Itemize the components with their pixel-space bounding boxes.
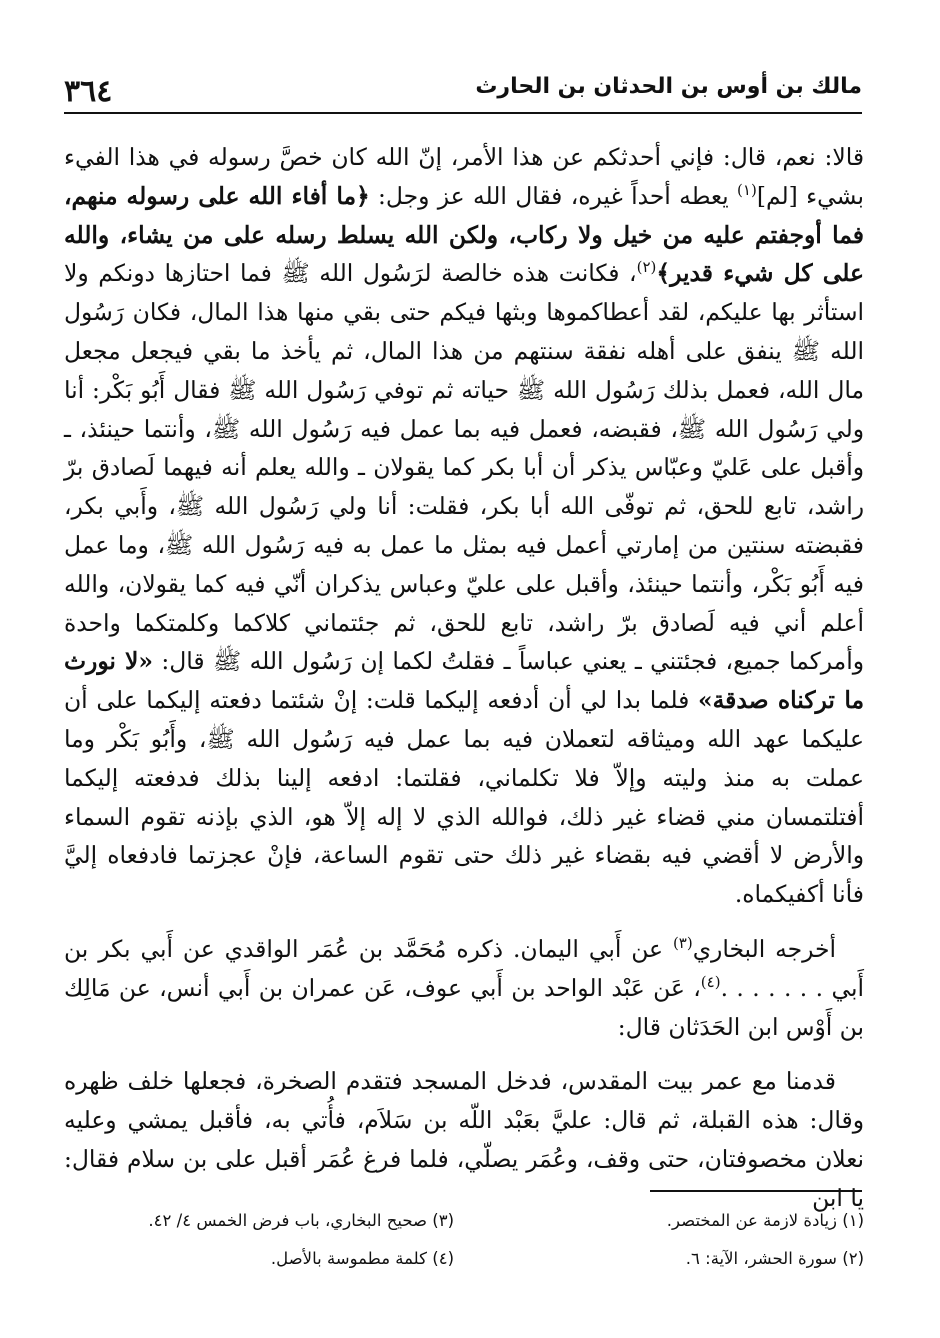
footnotes [64,1202,864,1282]
footnote-ref: (٤) [700,972,721,991]
running-title: مالك بن أوس بن الحدثان بن الحارث [475,74,862,99]
quran-verse: ﴿ما أفاء الله على رسوله منهم، فما أوجفتم عليه من خيل ولا ركاب، ولكن الله يسلط رسله على من يشاء، والله على كل شيء قدير﴾ [64,181,864,288]
text-run: أخرجه البخاري [692,934,837,963]
text-run: يعطه أحداً غيره، فقال الله عز وجل: [369,181,738,210]
text-run: ، عَن عَبْد الواحد بن أَبي عوف، عَن عمران بن أَبي أنس، عن مَالِك بن أَوْس ابن الحَدَثان قال: [64,973,864,1041]
footnote-4: (٤) كلمة مطموسة بالأصل. [270,1249,454,1268]
footnotes-left-column [64,1202,454,1278]
page-number: ٣٦٤ [64,74,113,109]
footnote-ref: (٢) [636,258,657,277]
footnotes-right-column [474,1202,864,1278]
body-text [64,138,864,1218]
paragraph-narration [64,1062,864,1217]
footnote-3: (٣) صحيح البخاري، باب فرض الخمس ٤/ ٤٢. [148,1211,454,1230]
text-run: قالا: نعم، قال: فإني أحدثكم عن هذا الأمر، إنّ الله كان خصَّ رسوله في هذا الفيء بشيء [لم] [64,143,864,210]
footnote-ref: (١) [737,181,757,199]
page-header [64,64,862,112]
hadith-quote: «لا نورث ما تركناه صدقة» [64,647,864,715]
header-rule [64,112,862,114]
paragraph-isnad [64,930,864,1046]
text-run: عن أَبي اليمان. ذكره مُحَمَّد بن عُمَر الواقدي عن أَبي بكر بن أَبي . . . . . . . [64,934,864,1002]
paragraph-hadith [64,138,864,914]
text-run: قدمنا مع عمر بيت المقدس، فدخل المسجد فتقدم الصخرة، فجعلها خلف ظهره وقال: هذه القبلة، ثم قال: عليَّ بعَبْد اللّه بن سَلاَم، فأُتي به، فأقبل يمشي وعليه نعلان مخصوفتان، حتى وقف، وعُمَر يصلّي، فلما فرغ عُمَر أقبل على بن سلام فقال: يا ابن [64,1067,864,1212]
footnote-2: (٢) سورة الحشر، الآية: ٦. [685,1249,864,1268]
text-run: ، فكانت هذه خالصة لرَسُول الله ﷺ فما احتازها دونكم ولا استأثر بها عليكم، لقد أعطاكموها وبثها فيكم حتى بقي منها هذا المال، فكان رَسُول الله ﷺ ينفق على أهله نفقة سنتهم من هذا المال، ثم يأخذ ما بقي فيجعل مجعل مال الله، فعمل بذلك رَسُول الله ﷺ حياته ثم توفي رَسُول الله ﷺ فقال أَبُو بَكْر: أنا ولي رَسُول الله ﷺ، فقبضه، فعمل فيه بما عمل فيه رَسُول الله ﷺ، وأنتما حينئذ، ـ وأقبل على عَليّ وعبّاس يذكر أن أبا بكر كما يقولان ـ والله يعلم أنه فيهما لَصادق برّ راشد، تابع للحق، ثم توفّى الله أبا بكر، فقلت: أنا ولي رَسُول الله ﷺ، وأَبي بكر، فقبضته سنتين من إمارتي أعمل فيه بمثل ما عمل به فيه رَسُول الله ﷺ، وما عمل فيه أَبُو بَكْر، وأنتما حينئذ، وأقبل على عليّ وعباس يذكران أنّي فيه كما يقولان، والله أعلم أني فيه لَصادق برّ راشد، تابع للحق، ثم جئتماني كلاكما وكلمتكما واحدة وأمركما جميع، فجئتني ـ يعني عباساً ـ فقلتُ لكما إن رَسُول الله ﷺ قال: [64,259,864,676]
text-run: فلما بدا لي أن أدفعه إليكما قلت: إنْ شئتما دفعته إليكما على أن عليكما عهد الله وميثاقه لتعملان فيه بما عمل فيه رَسُول الله ﷺ، وأَبُو بَكْر وما عملت به منذ وليته وإلاّ فلا تكلماني، فقلتما: ادفعه إلينا بذلك فدفعته إليكما أفتلتمسان مني قضاء غير ذلك، فوالله الذي لا إله إلاّ هو، الذي بإذنه تقوم السماء والأرض لا أقضي فيه بقضاء غير ذلك حتى تقوم الساعة، فإنْ عجزتما فادفعاه إليَّ فأنا أكفيكماه. [64,686,864,909]
footnote-1: (١) زيادة لازمة عن المختصر. [666,1211,864,1230]
footnote-rule [650,1190,862,1192]
footnote-ref: (٣) [672,934,693,953]
